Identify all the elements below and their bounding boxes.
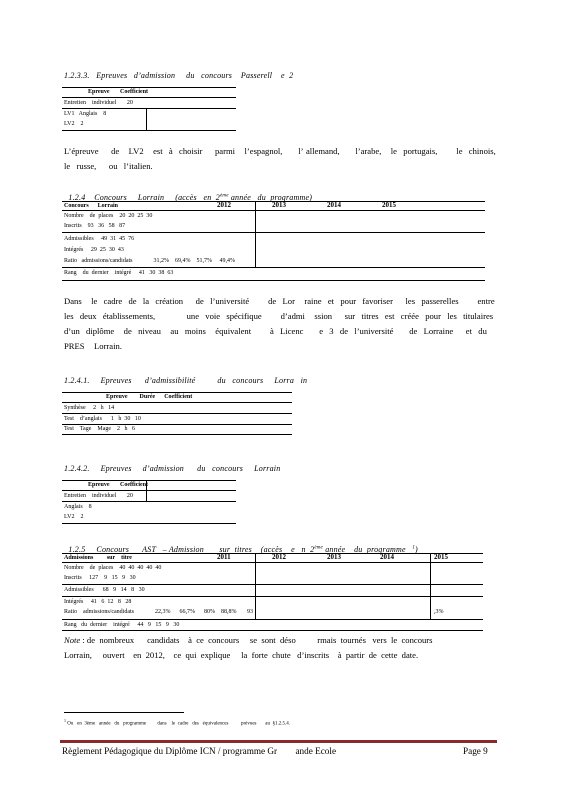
lorrain-statistics-table bbox=[62, 201, 485, 281]
table-header-left: Concours Lorrain bbox=[64, 203, 118, 209]
footnote-ref: 1 bbox=[412, 545, 416, 551]
footer-title: Règlement Pédagogique du Diplôme ICN / programme Gr ande Ecole bbox=[62, 746, 337, 756]
heading-text: 1.2.5 Concours AST – Admission sur titres (accès e n 2 bbox=[68, 545, 315, 554]
creation-paragraph-line: les deux établissements, une voie spécifique d’admi ssion sur titres est créée pour les titulaires bbox=[64, 311, 494, 321]
footnote-text: Ou en 3ème année du programme dans le cadre des équivalences prévues au §1.2.5.4. bbox=[66, 721, 290, 727]
creation-paragraph-line: PRES Lorrain. bbox=[64, 341, 122, 351]
heading-sup: ème bbox=[314, 545, 323, 551]
table-row: LV1 Anglais 8 bbox=[64, 111, 107, 117]
table-row: Rang du dernier intégré 44 9 15 9 30 bbox=[64, 622, 180, 628]
section-heading-124 bbox=[64, 184, 312, 202]
table-row: Ratio admissions/candidats 31,2% 69,4% 51,7% 49,4% bbox=[64, 258, 235, 264]
year-header: 2011 bbox=[217, 553, 231, 561]
heading-text-end: année du programme) bbox=[230, 193, 313, 202]
year-header: 2012 bbox=[217, 201, 231, 209]
table-cell: ,3% bbox=[434, 609, 444, 615]
year-header: 2013 bbox=[272, 201, 286, 209]
table-row: Synthèse 2 h 14 bbox=[64, 405, 115, 411]
section-heading-1241: 1.2.4.1. Epreuves d’admissibilité du concours Lorra in bbox=[64, 376, 308, 385]
footnote-separator bbox=[64, 712, 184, 713]
year-header: 2014 bbox=[380, 553, 394, 561]
table-row: Entretien individuel 20 bbox=[64, 493, 133, 499]
page-number: Page 9 bbox=[463, 746, 488, 756]
heading-close: ) bbox=[415, 545, 418, 554]
section-heading-1233: 1.2.3.3. Epreuves d’admission du concours Passerell e 2 bbox=[64, 71, 294, 80]
footnote-number: 1 bbox=[64, 718, 66, 723]
heading-text-end: année du programme bbox=[325, 545, 406, 554]
table-row: Nombre de places 20 20 25 30 bbox=[64, 213, 153, 219]
creation-paragraph-line: d’un diplôme de niveau au moins équivalent à Licenc e 3 de l’université de Lorraine et du bbox=[64, 326, 487, 336]
table-header: Epreuve Durée Coefficient bbox=[106, 394, 193, 400]
lv2-paragraph-line: le russe, ou l’italien. bbox=[64, 161, 153, 171]
footnote bbox=[64, 718, 290, 727]
table-row: LV2 2 bbox=[64, 514, 84, 520]
table-row: Test d’anglais 1 h 30 10 bbox=[64, 416, 141, 422]
note-label: Note bbox=[64, 635, 81, 645]
creation-paragraph-line: Dans le cadre de la création de l’université de Lor raine et pour favoriser les passerelles entre bbox=[64, 296, 495, 306]
year-header: 2013 bbox=[327, 553, 341, 561]
table-row: Inscrits 127 9 15 9 30 bbox=[64, 575, 136, 581]
table-row: Entretien individuel 20 bbox=[64, 100, 133, 106]
table-row: Intégrés 41 6 12 8 28 bbox=[64, 599, 132, 605]
table-row: Admissibles 68 9 14 8 30 bbox=[64, 587, 145, 593]
heading-sup: ème bbox=[220, 193, 229, 199]
footer-rule bbox=[60, 740, 497, 743]
table-header: Epreuve Coefficient bbox=[88, 89, 149, 95]
table-row: LV2 2 bbox=[64, 121, 84, 127]
table-row: Intégrés 29 25 30 43 bbox=[64, 247, 124, 253]
table-header: Epreuve Coefficient bbox=[88, 482, 149, 488]
table-row: Ratio admissions/candidats 22,3% 66,7% 80% 88,8% 93 bbox=[64, 609, 253, 615]
table-row: Anglais 8 bbox=[64, 504, 92, 510]
year-header: 2015 bbox=[382, 201, 396, 209]
lv2-paragraph-line: L’épreuve de LV2 est à choisir parmi l’espagnol, l’ allemand, l’arabe, le portugais, le chinois, bbox=[64, 146, 496, 156]
ast-statistics-table bbox=[62, 553, 483, 631]
note-line: Lorrain, ouvert en 2012, ce qui explique la forte chute d’inscrits à partir de cette date. bbox=[64, 650, 419, 660]
note-text: : de nombreux candidats à ce concours se sont déso rmais tournés vers le concours bbox=[80, 635, 433, 645]
admissibility-table-lorrain bbox=[62, 392, 292, 435]
table-header-left: Admissions sur titre bbox=[64, 555, 132, 561]
table-row: Inscrits 93 36 58 87 bbox=[64, 223, 126, 229]
section-heading-1242: 1.2.4.2. Epreuves d’admission du concours Lorrain bbox=[64, 464, 281, 473]
year-header: 2012 bbox=[272, 553, 286, 561]
table-row: Test Tage Mage 2 h 6 bbox=[64, 426, 136, 432]
note-line bbox=[64, 633, 433, 648]
table-row: Admissibles 49 31 45 76 bbox=[64, 236, 135, 242]
table-row: Rang du dernier intégré 41 30 38 63 bbox=[64, 270, 174, 276]
heading-text: 1.2.4 Concours Lorrain (accès en 2 bbox=[68, 193, 220, 202]
admission-table-passerelle bbox=[62, 87, 236, 131]
table-row: Nombre de places 40 40 40 40 40 bbox=[64, 565, 162, 571]
section-heading-125 bbox=[64, 536, 418, 554]
year-header: 2014 bbox=[327, 201, 341, 209]
year-header: 2015 bbox=[434, 553, 448, 561]
admission-table-lorrain bbox=[62, 480, 236, 524]
